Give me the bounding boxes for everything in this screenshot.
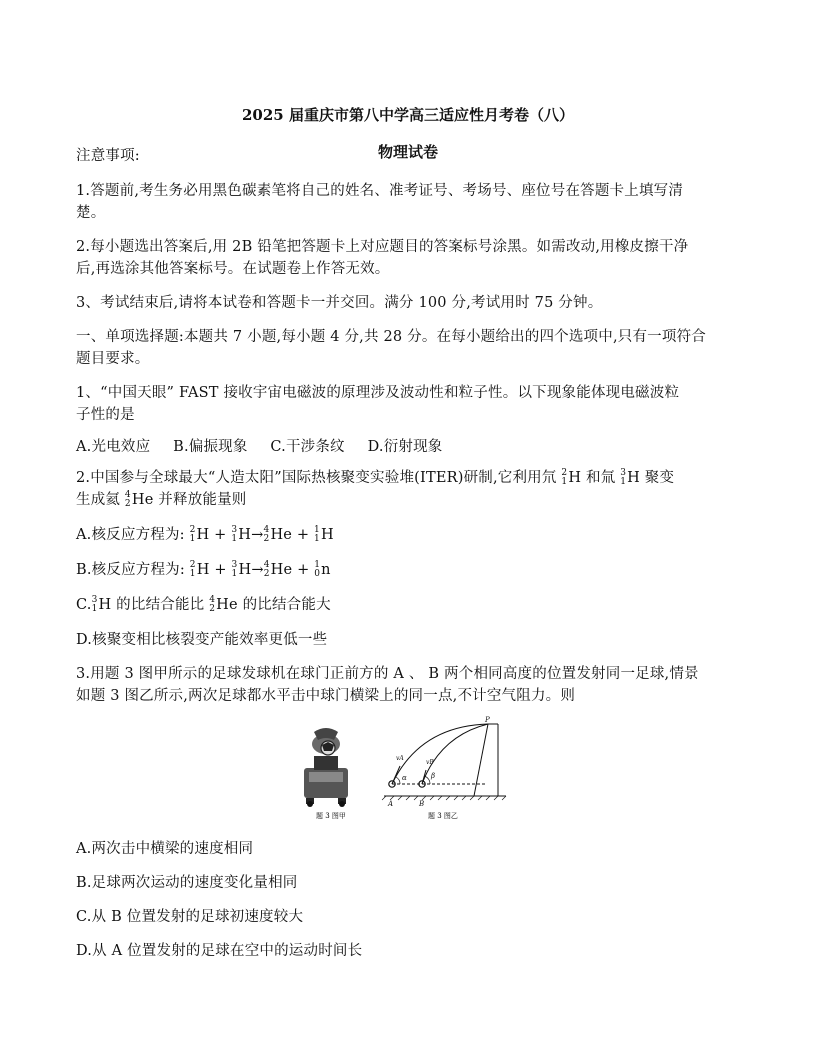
question-1-line-2: 子性的是: [76, 407, 135, 423]
question-1-line-1: 1、“中国天眼” FAST 接收宇宙电磁波的原理涉及波动性和粒子性。以下现象能体现电磁波粒: [76, 385, 680, 401]
question-1-option-a: A.光电效应: [76, 439, 151, 455]
question-3-line-2: 如题 3 图乙所示,两次足球都水平击中球门横梁上的同一点,不计空气阻力。则: [76, 688, 576, 704]
notice-item-3: 3、考试结束后,请将本试卷和答题卡一并交回。满分 100 分,考试用时 75 分钟。: [76, 295, 603, 311]
question-1-option-b: B.偏振现象: [173, 439, 248, 455]
isotope-deuterium: 2 1: [561, 468, 568, 487]
notice-item-1-line-1: 1.答题前,考生务必用黑色碳素笔将自己的姓名、准考证号、考场号、座位号在答题卡上填写清: [76, 183, 684, 199]
exam-title: 2025 届重庆市第八中学高三适应性月考卷（八）: [242, 106, 574, 124]
question-2-option-d: D.核聚变相比核裂变产能效率更低一些: [76, 632, 328, 648]
question-3-option-b: B.足球两次运动的速度变化量相同: [76, 875, 298, 891]
question-2-option-c: C. 3 1 H 的比结合能比 4 2 He 的比结合能大: [76, 595, 331, 614]
figure-caption-right: 题 3 图乙: [428, 812, 458, 820]
question-3-line-1: 3.用题 3 图甲所示的足球发球机在球门正前方的 A 、 B 两个相同高度的位置发射同一足球,情景: [76, 666, 699, 682]
question-2-line-2: 生成氦 4 2 He 并释放能量则: [76, 490, 247, 509]
notice-item-2-line-1: 2.每小题选出答案后,用 2B 铅笔把答题卡上对应题目的答案标号涂黑。如需改动,用橡皮擦干净: [76, 239, 689, 255]
notice-item-1-line-2: 楚。: [76, 205, 106, 221]
isotope-tritium: 3 1: [620, 468, 627, 487]
question-1-option-d: D.衍射现象: [367, 439, 443, 455]
question-3-figure: [300, 714, 510, 824]
notice-item-2-line-2: 后,再选涂其他答案标号。在试题卷上作答无效。: [76, 261, 390, 277]
figure-caption-left: 题 3 图甲: [316, 812, 346, 820]
trajectory-diagram: [382, 724, 506, 800]
section-1-line-2: 题目要求。: [76, 351, 150, 367]
label-va: vA: [396, 755, 404, 762]
notice-heading: 注意事项:: [76, 148, 140, 164]
isotope-helium: 4 2: [124, 490, 131, 509]
section-1-line-1: 一、单项选择题:本题共 7 小题,每小题 4 分,共 28 分。在每小题给出的四个选项中,只有一项符合: [76, 329, 706, 345]
question-3-option-d: D.从 A 位置发射的足球在空中的运动时间长: [76, 943, 363, 959]
question-3-option-c: C.从 B 位置发射的足球初速度较大: [76, 909, 304, 925]
label-alpha: α: [402, 774, 407, 782]
question-3-option-a: A.两次击中横梁的速度相同: [76, 841, 254, 857]
label-vb: vB: [426, 759, 434, 766]
question-2-line-1: 2.中国参与全球最大“人造太阳”国际热核聚变实验堆(ITER)研制,它利用氘 2 1 H 和氚 3 1 H 聚变: [76, 468, 675, 487]
label-beta: β: [431, 772, 436, 780]
question-1-option-c: C.干涉条纹: [270, 439, 345, 455]
question-1-options: [76, 436, 746, 458]
label-a: A: [388, 800, 394, 808]
exam-subtitle: 物理试卷: [377, 143, 438, 161]
question-2-option-b: B.核反应方程为: 2 1 H + 3 1 H→ 4 2 He + 1 0 n: [76, 560, 331, 579]
ball-launcher-image: [304, 728, 348, 807]
label-b: B: [419, 800, 425, 808]
question-2-option-a: A.核反应方程为: 2 1 H + 3 1 H→ 4 2 He + 1 1 H: [76, 525, 334, 544]
label-p: P: [485, 716, 490, 724]
